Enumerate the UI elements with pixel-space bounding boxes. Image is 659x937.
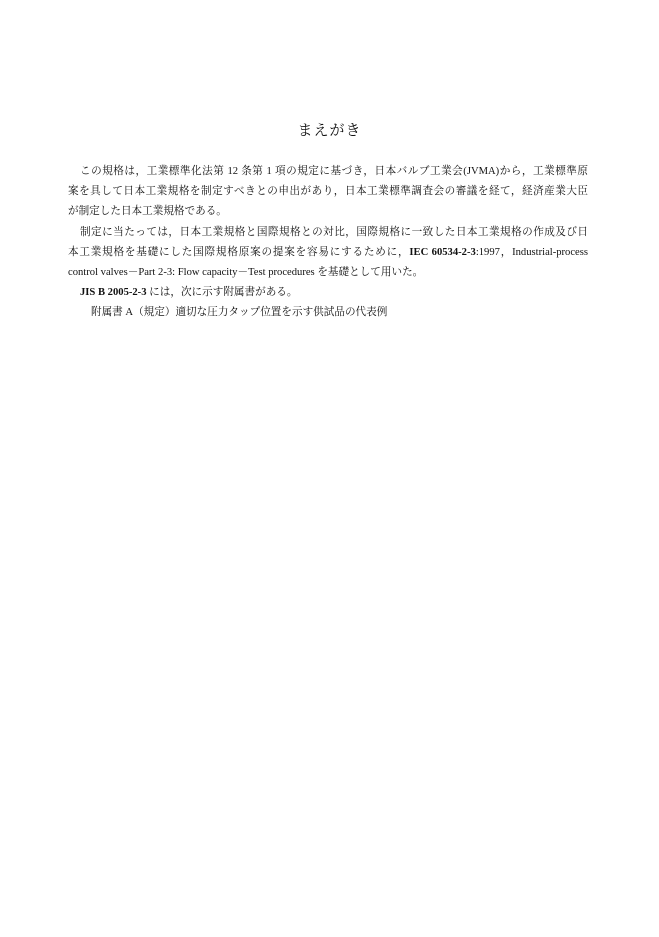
preface-body xyxy=(68,162,588,324)
iec-standard-number: IEC 60534-2-3 xyxy=(409,246,476,258)
paragraph-line: 制定に当たっては，日本工業規格と国際規格との対比，国際規格に一致した日本工業規格の作成及び日 xyxy=(80,226,588,238)
paragraph-line: 案を具して日本工業規格を制定すべきとの申出があり，日本工業標準調査会の審議を経て，経済産業大臣 xyxy=(68,186,588,198)
line-text: には，次に示す附属書がある。 xyxy=(146,287,298,299)
paragraph-annex-intro xyxy=(68,283,588,303)
paragraph-international-standard xyxy=(68,223,588,284)
paragraph-line xyxy=(68,283,588,303)
paragraph-line xyxy=(68,243,588,263)
page-title: まえがき xyxy=(297,121,362,139)
annex-item: 附属書 A（規定）適切な圧力タップ位置を示す供試品の代表例 xyxy=(91,307,388,319)
paragraph-line: この規格は，工業標準化法第 12 条第 1 項の規定に基づき，日本バルブ工業会(JVMA)から，工業標準原 xyxy=(80,166,588,177)
line-text: 本工業規格を基礎にした国際規格原案の提案を容易にするために， xyxy=(68,246,410,258)
line-text: :1997，Industrial-process xyxy=(475,246,589,258)
annex-list xyxy=(68,303,588,323)
paragraph-line: control valves－Part 2-3: Flow capacity－Test procedures を基礎として用いた。 xyxy=(68,267,424,279)
paragraph-enactment xyxy=(68,162,588,223)
jis-standard-number: JIS B 2005-2-3 xyxy=(80,287,147,299)
paragraph-line: が制定した日本工業規格である。 xyxy=(68,206,227,218)
